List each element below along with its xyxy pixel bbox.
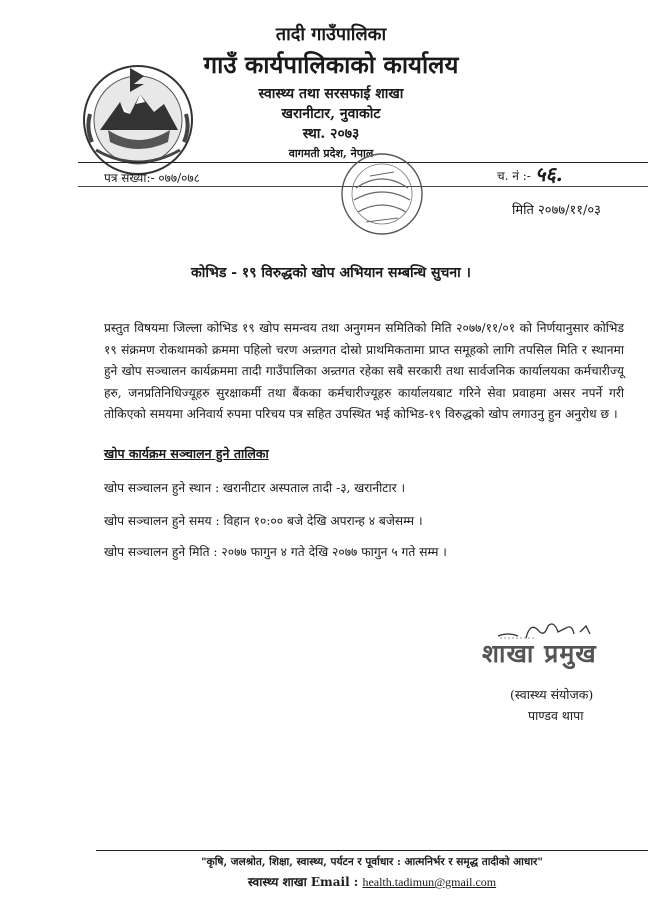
office-name: गाउँ कार्यपालिकाको कार्यालय (203, 50, 459, 79)
signatory-designation: (स्वास्थ्य संयोजक) (510, 687, 594, 702)
letter-subject: कोभिड - १९ विरुद्धको खोप अभियान सम्बन्धि सुचना । (191, 265, 471, 281)
dispatch-number-label: च. नं :- (497, 169, 531, 183)
schedule-dates: खोप सञ्चालन हुने मिति : २०७७ फागुन ४ गते देखि २०७७ फागुन ५ गते सम्म । (104, 545, 447, 559)
province-name: वागमती प्रदेश, नेपाल (288, 147, 374, 160)
letter-body: प्रस्तुत विषयमा जिल्ला कोभिड १९ खोप समन्वय तथा अनुगमन समितिको मिति २०७७/११/०१ को निर्णयानुसार कोभिड १९ संक्रमण रोकथामको क्रममा पहिलो चरण अन्र्तगत दोस्रो प्राथमिकतामा प्राप्त समूहको लागि तपसिल मिति र स्थानमा हुने खोप सञ्चालन कार्यक्रममा तादी गाउँपालिका अन्र्तगत रहेका सबै सरकारी तथा सार्वजनिक कार्यालयका कर्मचारीज्यू हरु, जनप्रतिनिधिज्यूहरु सुरक्षाकर्मी तथा बैंकका कर्मचारीज्यूहरु कार्यालयबाट गरिने सेवा प्रवाहमा असर नपर्ने गरी तोकिएको समयमा अनिवार्य रुपमा परिचय पत्र सहित उपस्थित भई कोभिड-१९ विरुद्धको खोप लगाउनु हुन अनुरोध छ । (104, 321, 624, 421)
signatory-name: पाण्डव थापा (528, 708, 584, 723)
footer-slogan: "कृषि, जलश्रोत, शिक्षा, स्वास्थ्य, पर्यटन र पूर्वाधार : आत्मनिर्भर र समृद्ध तादीको आधार" (201, 856, 543, 868)
branch-chief-stamp: शाखा प्रमुख (482, 639, 597, 668)
email-link[interactable]: health.tadimun@gmail.com (362, 875, 497, 889)
schedule-time: खोप सञ्चालन हुने समय : विहान १०:०० बजे देखि अपरान्ह ४ बजेसम्म । (104, 514, 423, 528)
dispatch-number-value: ५६. (535, 162, 563, 186)
office-address: खरानीटार, नुवाकोट (281, 106, 381, 122)
reference-number: पत्र संख्या:- ०७७/०७८ (104, 171, 200, 185)
branch-name: स्वास्थ्य तथा सरसफाई शाखा (258, 86, 404, 102)
municipality-name: तादी गाउँपालिका (275, 24, 387, 45)
office-seal-stamp (336, 148, 428, 240)
email-label: स्वास्थ्य शाखा Email : (247, 875, 359, 889)
established-year: स्था. २०७३ (302, 126, 360, 142)
schedule-place: खोप सञ्चालन हुने स्थान : खरानीटार अस्पताल तादी -३, खरानीटार । (104, 481, 406, 495)
schedule-heading: खोप कार्यक्रम सञ्चालन हुने तालिका (104, 446, 269, 461)
footer-contact (96, 873, 648, 890)
footer-divider (96, 850, 648, 851)
letter-date: मिति २०७७/११/०३ (512, 203, 601, 218)
